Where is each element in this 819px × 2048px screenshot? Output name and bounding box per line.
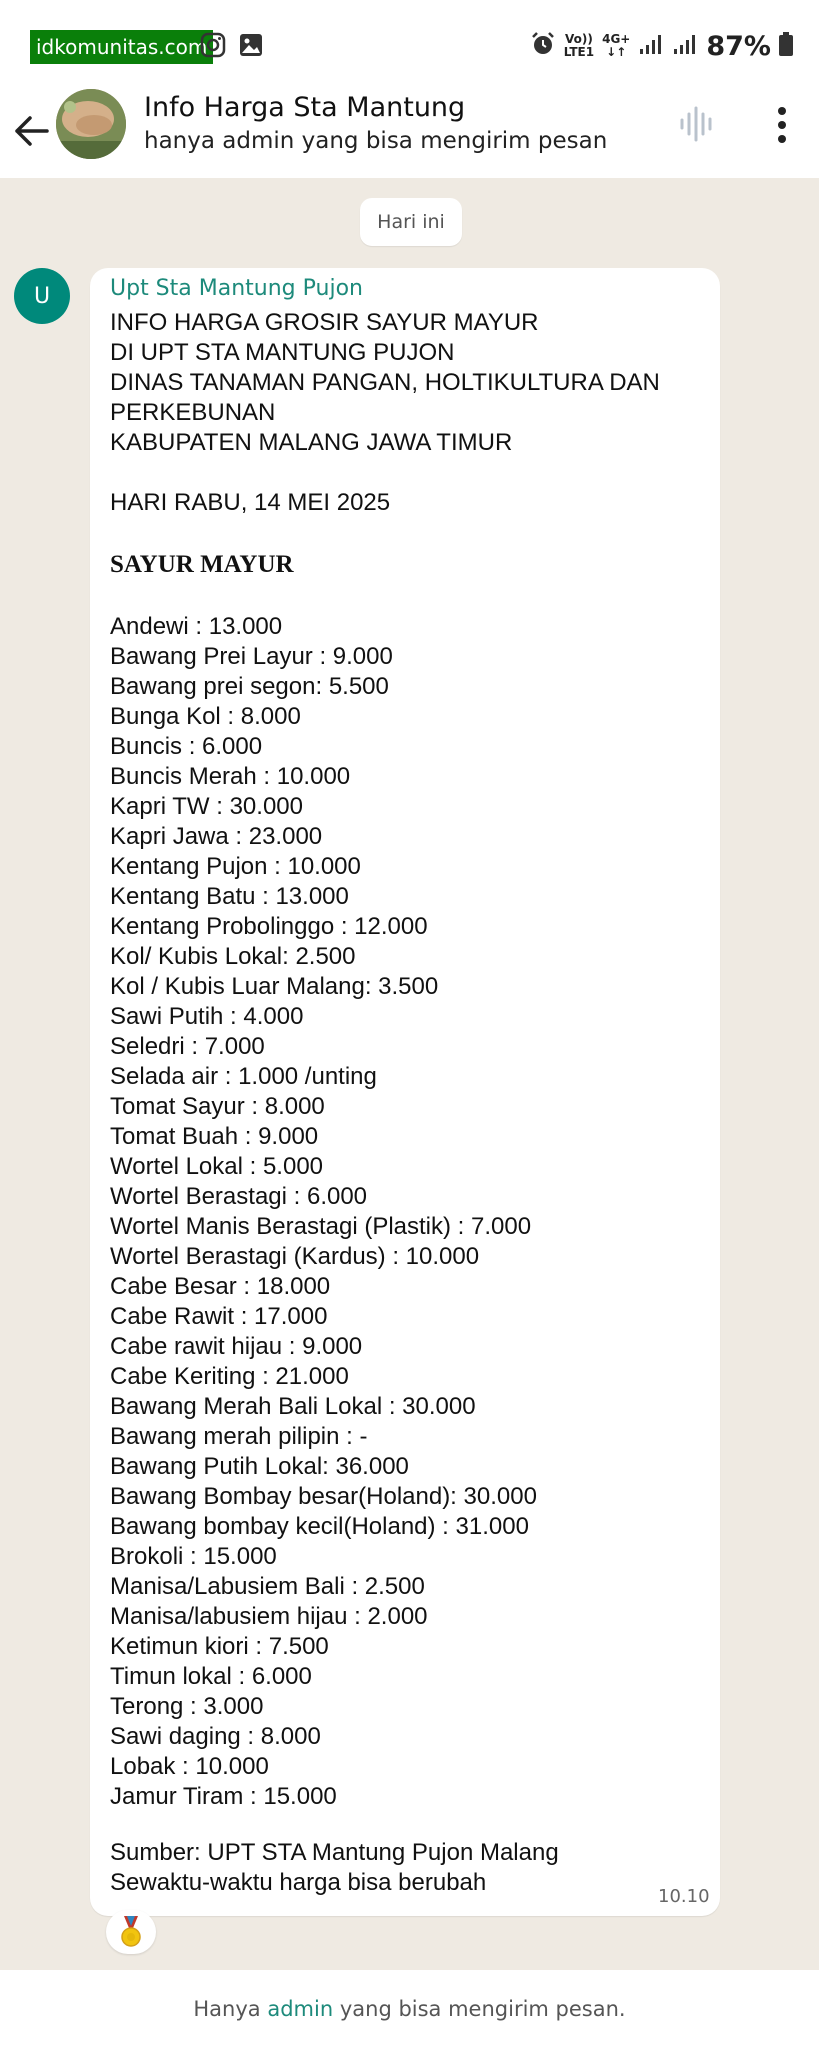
price-item: Bawang Merah Bali Lokal : 30.000 [110, 1393, 476, 1420]
price-item: Bawang Putih Lokal: 36.000 [110, 1453, 409, 1480]
price-item: Manisa/labusiem hijau : 2.000 [110, 1603, 428, 1630]
signal-icon [638, 33, 664, 59]
price-item: Manisa/Labusiem Bali : 2.500 [110, 1573, 425, 1600]
section-heading: SAYUR MAYUR [110, 551, 294, 578]
price-item: Wortel Lokal : 5.000 [110, 1153, 324, 1180]
price-item: Cabe rawit hijau : 9.000 [110, 1333, 363, 1360]
notice-text-after: yang bisa mengirim pesan. [333, 1997, 626, 2021]
price-item: Wortel Berastagi (Kardus) : 10.000 [110, 1243, 480, 1270]
back-button[interactable] [10, 106, 54, 156]
volte-icon [564, 33, 594, 59]
status-bar [0, 0, 819, 86]
blank-line [110, 458, 710, 488]
blank-line [110, 518, 710, 548]
date-line: HARI RABU, 14 MEI 2025 [110, 489, 391, 516]
price-item: Bawang merah pilipin : - [110, 1423, 368, 1450]
more-dot-icon [778, 121, 786, 129]
battery-percent: 87% [706, 30, 771, 62]
price-item: Tomat Buah : 9.000 [110, 1123, 319, 1150]
chat-header [0, 86, 819, 178]
price-item: Cabe Besar : 18.000 [110, 1273, 331, 1300]
net-top-label: 4G+ [602, 32, 631, 46]
source-line: Sumber: UPT STA Mantung Pujon Malang [110, 1839, 559, 1866]
price-item: Sawi daging : 8.000 [110, 1723, 321, 1750]
price-item: Lobak : 10.000 [110, 1753, 269, 1780]
intro-line: PERKEBUNAN [110, 399, 276, 426]
blank-line [110, 582, 710, 612]
price-item: Selada air : 1.000 /unting [110, 1063, 377, 1090]
admin-link[interactable]: admin [267, 1997, 334, 2021]
battery-icon [779, 32, 793, 60]
price-list [110, 612, 710, 1812]
price-item: Brokoli : 15.000 [110, 1543, 277, 1570]
blank-line [110, 1812, 710, 1838]
medal-icon [118, 1916, 144, 1948]
intro-line: KABUPATEN MALANG JAWA TIMUR [110, 429, 513, 456]
price-item: Sawi Putih : 4.000 [110, 1003, 304, 1030]
price-item: Kol/ Kubis Lokal: 2.500 [110, 943, 356, 970]
disclaimer-line: Sewaktu-waktu harga bisa berubah [110, 1869, 487, 1896]
reaction-badge[interactable] [106, 1910, 156, 1954]
price-item: Bawang Bombay besar(Holand): 30.000 [110, 1483, 537, 1510]
alarm-icon [530, 31, 556, 61]
price-item: Kentang Pujon : 10.000 [110, 853, 361, 880]
gallery-icon [238, 32, 264, 58]
price-item: Tomat Sayur : 8.000 [110, 1093, 325, 1120]
more-options-button[interactable] [762, 100, 802, 150]
price-item: Andewi : 13.000 [110, 613, 283, 640]
price-item: Kol / Kubis Luar Malang: 3.500 [110, 973, 439, 1000]
date-chip: Hari ini [360, 198, 462, 246]
price-item: Bawang Prei Layur : 9.000 [110, 643, 393, 670]
price-item: Buncis Merah : 10.000 [110, 763, 351, 790]
notice-text-before: Hanya [193, 1997, 268, 2021]
more-dot-icon [778, 107, 786, 115]
intro-line: INFO HARGA GROSIR SAYUR MAYUR [110, 309, 539, 336]
chat-title[interactable]: Info Harga Sta Mantung [144, 92, 466, 123]
price-item: Bawang prei segon: 5.500 [110, 673, 389, 700]
admin-only-notice [0, 1970, 819, 2048]
chat-subtitle: hanya admin yang bisa mengirim pesan [144, 128, 608, 154]
price-item: Cabe Keriting : 21.000 [110, 1363, 349, 1390]
price-item: Kapri TW : 30.000 [110, 793, 303, 820]
net-bottom-label: ↓↑ [606, 45, 627, 59]
price-item: Kentang Batu : 13.000 [110, 883, 349, 910]
price-item: Seledri : 7.000 [110, 1033, 265, 1060]
status-icons [530, 26, 793, 66]
message-text [110, 308, 710, 1898]
audio-wave-icon [676, 104, 720, 144]
price-item: Terong : 3.000 [110, 1693, 264, 1720]
group-avatar[interactable] [56, 89, 126, 159]
intro-line: DINAS TANAMAN PANGAN, HOLTIKULTURA DAN [110, 369, 660, 396]
message-time: 10.10 [658, 1886, 710, 1907]
price-item: Jamur Tiram : 15.000 [110, 1783, 337, 1810]
price-item: Buncis : 6.000 [110, 733, 263, 760]
price-item: Kapri Jawa : 23.000 [110, 823, 323, 850]
instagram-icon [200, 32, 226, 58]
sender-name[interactable]: Upt Sta Mantung Pujon [110, 276, 363, 301]
back-arrow-icon [14, 115, 50, 147]
sender-avatar[interactable]: U [14, 268, 70, 324]
price-item: Wortel Berastagi : 6.000 [110, 1183, 368, 1210]
price-item: Kentang Probolinggo : 12.000 [110, 913, 428, 940]
signal-icon [672, 33, 698, 59]
price-item: Wortel Manis Berastagi (Plastik) : 7.000 [110, 1213, 532, 1240]
price-item: Timun lokal : 6.000 [110, 1663, 312, 1690]
volte-top-label: Vo)) [564, 32, 593, 46]
more-dot-icon [778, 135, 786, 143]
price-item: Bawang bombay kecil(Holand) : 31.000 [110, 1513, 529, 1540]
network-4g-icon [602, 33, 630, 59]
price-item: Bunga Kol : 8.000 [110, 703, 301, 730]
voice-call-button[interactable] [676, 104, 720, 144]
watermark-label: idkomunitas.com [30, 30, 213, 64]
intro-line: DI UPT STA MANTUNG PUJON [110, 339, 455, 366]
volte-bottom-label: LTE1 [563, 45, 595, 59]
price-item: Ketimun kiori : 7.500 [110, 1633, 329, 1660]
price-item: Cabe Rawit : 17.000 [110, 1303, 328, 1330]
